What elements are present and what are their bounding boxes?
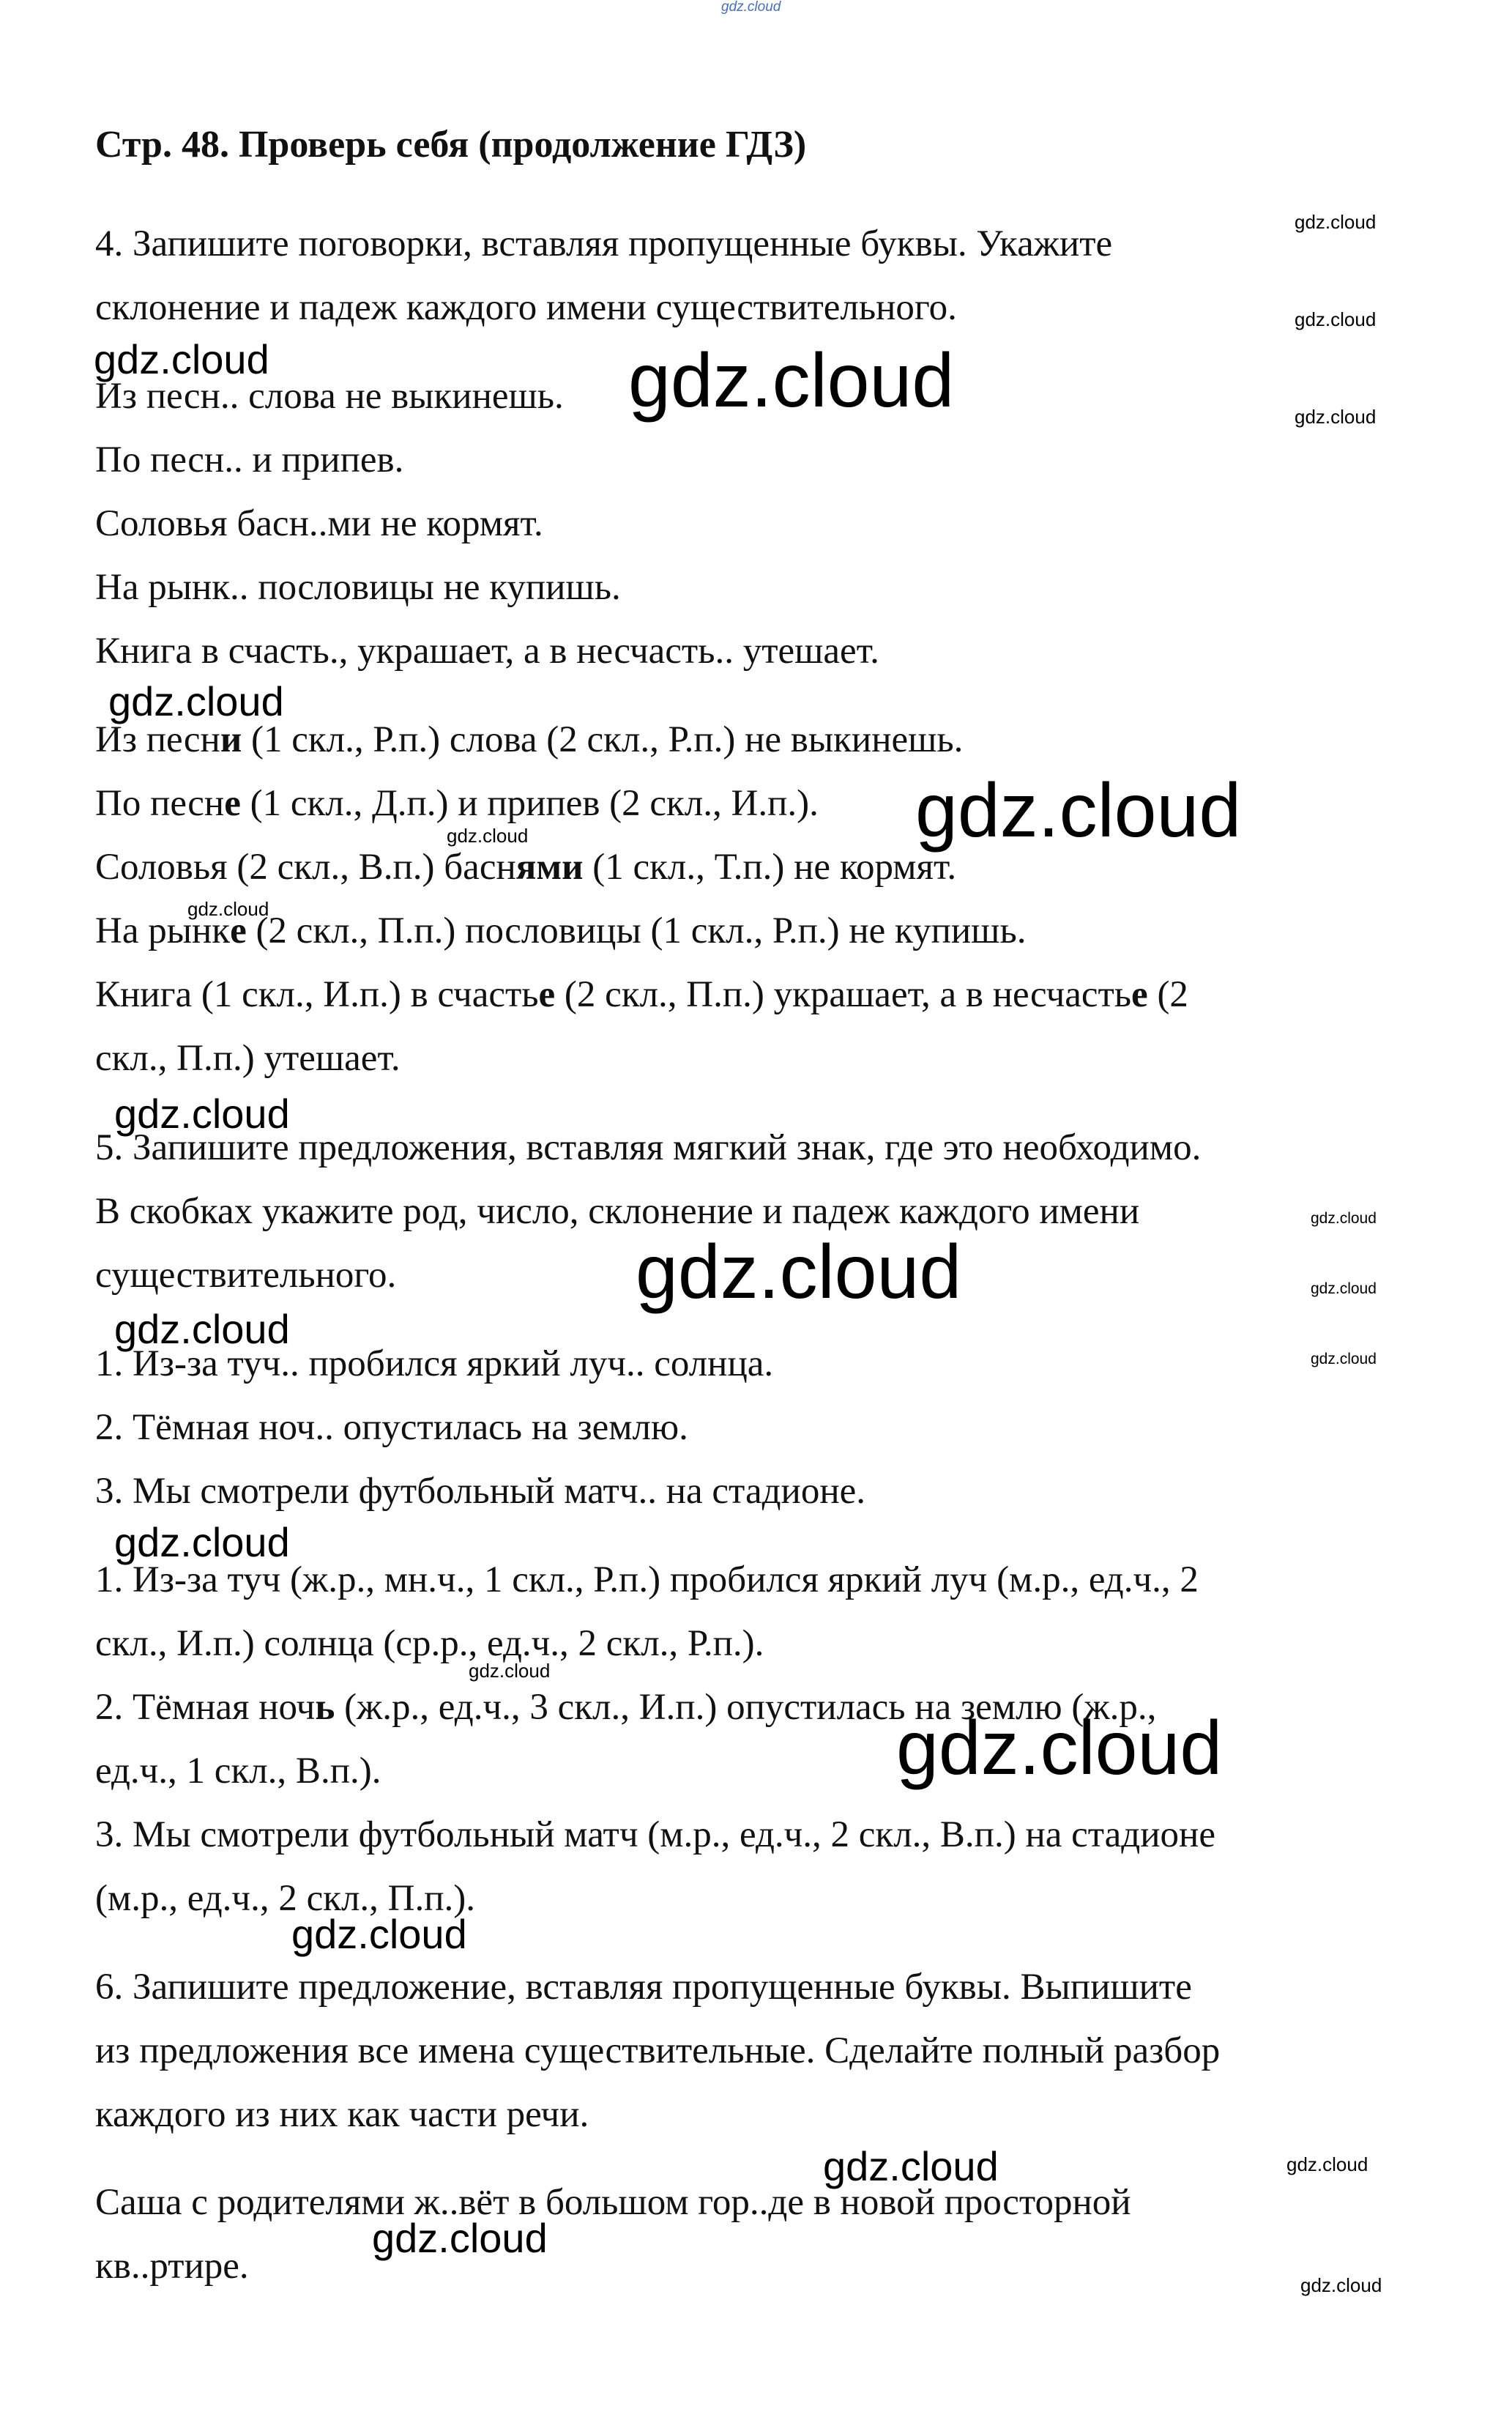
task5-answer-line: 1. Из-за туч (ж.р., мн.ч., 1 скл., Р.п.) пробился яркий луч (м.р., ед.ч., 2 xyxy=(95,1559,1199,1600)
watermark: gdz.cloud xyxy=(108,678,284,724)
watermark: gdz.cloud xyxy=(636,1230,962,1315)
task4-answer-line: Соловья (2 скл., В.п.) баснями (1 скл., Т.п.) не кормят. xyxy=(95,847,957,888)
task6-heading: каждого из них как части речи. xyxy=(95,2094,589,2135)
watermark: gdz.cloud xyxy=(1311,1280,1377,1297)
task6-exercise-line: кв..ртире. xyxy=(95,2246,249,2287)
inserted-letter: е xyxy=(1131,974,1148,1015)
task4-exercise-line: Из песн.. слова не выкинешь. xyxy=(95,376,564,417)
task5-heading: существительного. xyxy=(95,1255,397,1296)
task6-heading: 6. Запишите предложение, вставляя пропущенные буквы. Выпишите xyxy=(95,1967,1192,2008)
watermark: gdz.cloud xyxy=(896,1706,1223,1791)
inserted-letter: и xyxy=(220,719,242,760)
task5-answer-line: (м.р., ед.ч., 2 скл., П.п.). xyxy=(95,1878,476,1919)
watermark: gdz.cloud xyxy=(915,768,1242,853)
task4-exercise-line: По песн.. и припев. xyxy=(95,439,404,480)
task6-exercise-line: Саша с родителями ж..вёт в большом гор..де в новой просторной xyxy=(95,2182,1131,2223)
task4-exercise-line: Книга в счасть., украшает, а в несчасть.. утешает. xyxy=(95,631,879,672)
watermark: gdz.cloud xyxy=(114,1306,290,1352)
watermark: gdz.cloud xyxy=(721,0,781,15)
watermark: gdz.cloud xyxy=(1295,406,1377,428)
watermark: gdz.cloud xyxy=(1295,308,1377,330)
page-title: Стр. 48. Проверь себя (продолжение ГДЗ) xyxy=(95,124,807,166)
task5-heading: 5. Запишите предложения, вставляя мягкий знак, где это необходимо. xyxy=(95,1127,1202,1168)
watermark: gdz.cloud xyxy=(372,2215,548,2261)
task5-exercise-line: 1. Из-за туч.. пробился яркий луч.. солнца. xyxy=(95,1343,774,1384)
inserted-letter: ь xyxy=(315,1687,335,1728)
task4-heading: 4. Запишите поговорки, вставляя пропущенные буквы. Укажите xyxy=(95,223,1113,264)
task4-exercise-line: На рынк.. пословицы не купишь. xyxy=(95,567,621,608)
watermark: gdz.cloud xyxy=(1311,1210,1377,1227)
inserted-letter: е xyxy=(230,910,247,951)
watermark: gdz.cloud xyxy=(187,898,269,920)
inserted-letter: е xyxy=(538,974,556,1015)
watermark: gdz.cloud xyxy=(1300,2274,1382,2296)
watermark: gdz.cloud xyxy=(114,1519,290,1565)
watermark: gdz.cloud xyxy=(1286,2153,1368,2175)
task4-answer-line: Из песни (1 скл., Р.п.) слова (2 скл., Р.п.) не выкинешь. xyxy=(95,719,964,760)
task6-heading: из предложения все имена существительные. Сделайте полный разбор xyxy=(95,2030,1221,2071)
watermark: gdz.cloud xyxy=(1311,1351,1377,1367)
watermark: gdz.cloud xyxy=(447,825,529,847)
watermark: gdz.cloud xyxy=(628,338,955,423)
inserted-letter: е xyxy=(224,783,241,824)
watermark: gdz.cloud xyxy=(823,2143,999,2189)
task4-answer-line: По песне (1 скл., Д.п.) и припев (2 скл., И.п.). xyxy=(95,783,819,824)
task5-answer-line: 3. Мы смотрели футбольный матч (м.р., ед.ч., 2 скл., В.п.) на стадионе xyxy=(95,1814,1215,1855)
watermark: gdz.cloud xyxy=(291,1911,467,1957)
watermark: gdz.cloud xyxy=(469,1660,551,1682)
task5-answer-line: 2. Тёмная ночь (ж.р., ед.ч., 3 скл., И.п.) опустилась на землю (ж.р., xyxy=(95,1687,1157,1728)
task4-answer-line: Книга (1 скл., И.п.) в счастье (2 скл., П.п.) украшает, а в несчастье (2 xyxy=(95,974,1188,1015)
task4-answer-line: На рынке (2 скл., П.п.) пословицы (1 скл., Р.п.) не купишь. xyxy=(95,910,1027,951)
task5-exercise-line: 3. Мы смотрели футбольный матч.. на стадионе. xyxy=(95,1471,865,1512)
watermark: gdz.cloud xyxy=(94,336,269,382)
task4-heading: склонение и падеж каждого имени существительного. xyxy=(95,287,957,328)
task5-heading: В скобках укажите род, число, склонение и падеж каждого имени xyxy=(95,1191,1140,1232)
task5-answer-line: ед.ч., 1 скл., В.п.). xyxy=(95,1751,381,1792)
inserted-letter: ями xyxy=(515,847,584,888)
task4-answer-line: скл., П.п.) утешает. xyxy=(95,1038,401,1079)
watermark: gdz.cloud xyxy=(114,1091,290,1137)
task5-answer-line: скл., И.п.) солнца (ср.р., ед.ч., 2 скл., Р.п.). xyxy=(95,1623,764,1664)
task4-exercise-line: Соловья басн..ми не кормят. xyxy=(95,503,543,544)
watermark: gdz.cloud xyxy=(1295,211,1377,233)
task5-exercise-line: 2. Тёмная ноч.. опустилась на землю. xyxy=(95,1407,688,1448)
